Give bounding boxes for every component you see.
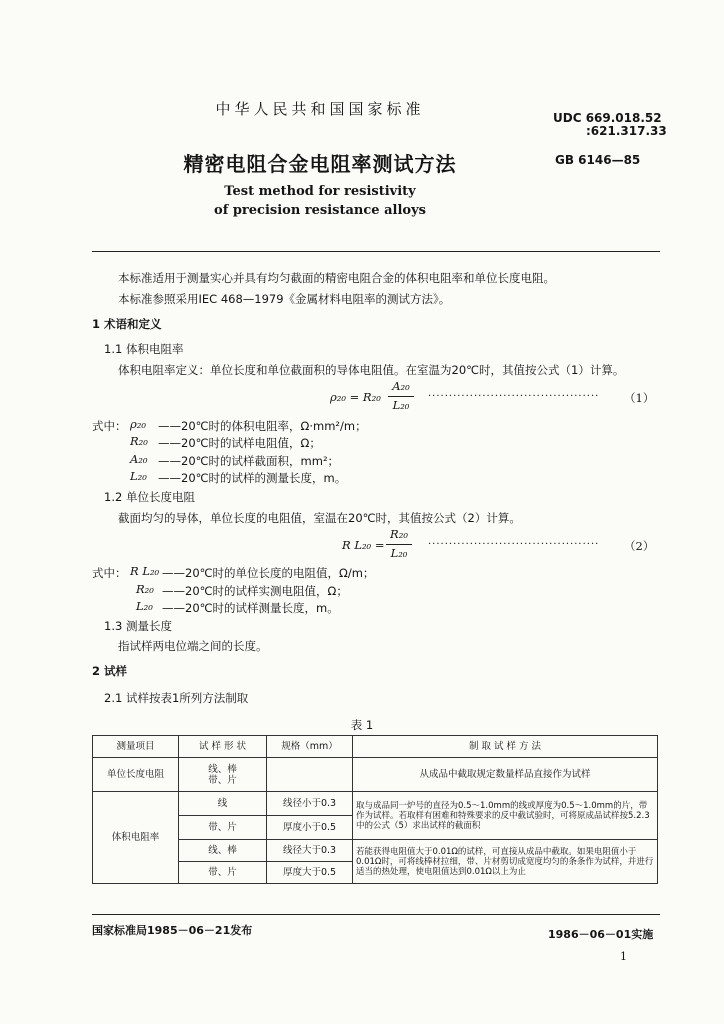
where-1-symbol-l: L₂₀ [130, 469, 147, 483]
formula-1-fraction-bar [388, 396, 414, 397]
where-2-desc-rl: ——20℃时的单位长度的电阻值，Ω/m； [162, 566, 375, 580]
table-header-shape: 试 样 形 状 [179, 736, 267, 758]
table-cell-spec: 线径大于0.3 [267, 840, 353, 862]
section-1-2-heading: 1.2 单位长度电阻 [104, 490, 195, 504]
intro-paragraph-2: 本标准参照采用IEC 468—1979《金属材料电阻率的测试方法》。 [118, 292, 451, 306]
where-2-desc-l: ——20℃时的试样测量长度，m。 [162, 601, 339, 615]
section-1-heading: 1 术语和定义 [92, 317, 162, 331]
table-header-spec: 规格（mm） [267, 736, 353, 758]
udc-code-line2: :621.317.33 [586, 124, 667, 138]
where-1-symbol-rho: ρ₂₀ [130, 417, 146, 431]
table-cell-shape: 带、片 [179, 816, 267, 840]
table-cell-spec: 厚度小于0.5 [267, 816, 353, 840]
table-cell-method: 若能获得电阻值大于0.01Ω的试样，可直接从成品中截取。如果电阻值小于0.01Ω时，可将线棒材拉细，带、片材剪切成宽度均匀的条条作为试样，并进行适当的热处理，使电阻值达到0.01Ω以上为止 [353, 840, 658, 884]
standard-org-title: 中华人民共和国国家标准 [215, 100, 425, 118]
section-1-3-heading: 1.3 测量长度 [104, 619, 172, 633]
where-1-symbol-r: R₂₀ [130, 434, 148, 448]
section-2-heading: 2 试样 [92, 664, 128, 678]
table-cell-method: 取与成品同一炉号的直径为0.5～1.0mm的线或厚度为0.5～1.0mm的片，带作为试样。若取样有困难和特殊要求的反中截试验时，可将原成品试样按5.2.3中的公式（5）求出试样的截面积 [353, 792, 658, 840]
table-header-method: 制 取 试 样 方 法 [353, 736, 658, 758]
formula-1-denominator: L₂₀ [392, 398, 410, 412]
formula-2-fraction-bar [386, 544, 412, 545]
where-1-desc-l: ——20℃时的试样的测量长度，m。 [158, 471, 347, 485]
udc-code-line1: UDC 669.018.52 [553, 111, 662, 125]
where-1-symbol-a: A₂₀ [130, 452, 148, 466]
formula-1-number: （1） [624, 391, 655, 405]
page-number: 1 [620, 950, 627, 963]
where-2-desc-r: ——20℃时的试样实测电阻值，Ω； [162, 584, 348, 598]
intro-paragraph-1: 本标准适用于测量实心并具有均匀截面的精密电阻合金的体积电阻率和单位长度电阻。 [118, 271, 555, 285]
table-cell-shape: 线、棒 带、片 [179, 758, 267, 792]
table-header-item: 测量项目 [93, 736, 179, 758]
table-cell-spec: 厚度大于0.5 [267, 862, 353, 884]
document-title-cn: 精密电阻合金电阻率测试方法 [183, 152, 457, 176]
issued-date: 国家标准局1985－06－21发布 [92, 924, 253, 937]
formula-1-numerator: A₂₀ [392, 379, 410, 393]
table-cell-spec: 线径小于0.3 [267, 792, 353, 816]
formula-1-lhs: ρ₂₀ = R₂₀ [330, 390, 381, 404]
formula-2-number: （2） [624, 539, 655, 553]
table-1-caption: 表 1 [350, 718, 374, 732]
table-cell-spec [267, 758, 353, 792]
formula-2-lhs: R L₂₀ = [342, 538, 385, 552]
document-title-en-line1: Test method for resistivity [224, 184, 416, 199]
gb-number: GB 6146—85 [555, 153, 641, 167]
table-cell-item: 单位长度电阻 [93, 758, 179, 792]
where-1-desc-r: ——20℃时的试样电阻值，Ω； [158, 436, 321, 450]
document-title-en-line2: of precision resistance alloys [214, 203, 426, 218]
table-cell-method: 从成品中截取规定数量样品直接作为试样 [353, 758, 658, 792]
section-1-1-text: 体积电阻率定义：单位长度和单位截面积的导体电阻值。在室温为20℃时，其值按公式（1）计算。 [118, 363, 625, 377]
where-label-2: 式中： [92, 566, 127, 580]
table-cell-shape: 线、棒 [179, 840, 267, 862]
table-cell-shape: 线 [179, 792, 267, 816]
formula-1-leader-dots: ········································· [428, 391, 600, 402]
where-1-desc-a: ——20℃时的试样截面积，mm²； [158, 454, 340, 468]
where-2-symbol-rl: R L₂₀ [130, 564, 160, 578]
formula-2-numerator: R₂₀ [390, 527, 408, 541]
where-label-1: 式中： [92, 419, 127, 433]
where-2-symbol-l: L₂₀ [136, 599, 153, 613]
table-1 [92, 735, 658, 884]
effective-date: 1986－06－01实施 [548, 928, 654, 941]
section-2-1-heading: 2.1 试样按表1所列方法制取 [104, 691, 249, 705]
header-rule [92, 251, 660, 252]
section-1-1-heading: 1.1 体积电阻率 [104, 342, 184, 356]
section-1-2-text: 截面均匀的导体，单位长度的电阻值，室温在20℃时，其值按公式（2）计算。 [118, 511, 521, 525]
where-2-symbol-r: R₂₀ [136, 582, 154, 596]
formula-2-leader-dots: ········································· [428, 539, 600, 550]
section-1-3-text: 指试样两电位端之间的长度。 [118, 639, 268, 653]
table-cell-shape: 带、片 [179, 862, 267, 884]
where-1-desc-rho: ——20℃时的体积电阻率，Ω·mm²/m； [158, 419, 367, 433]
formula-2-denominator: L₂₀ [390, 546, 408, 560]
table-cell-item: 体积电阻率 [93, 792, 179, 884]
footer-rule [92, 914, 660, 915]
